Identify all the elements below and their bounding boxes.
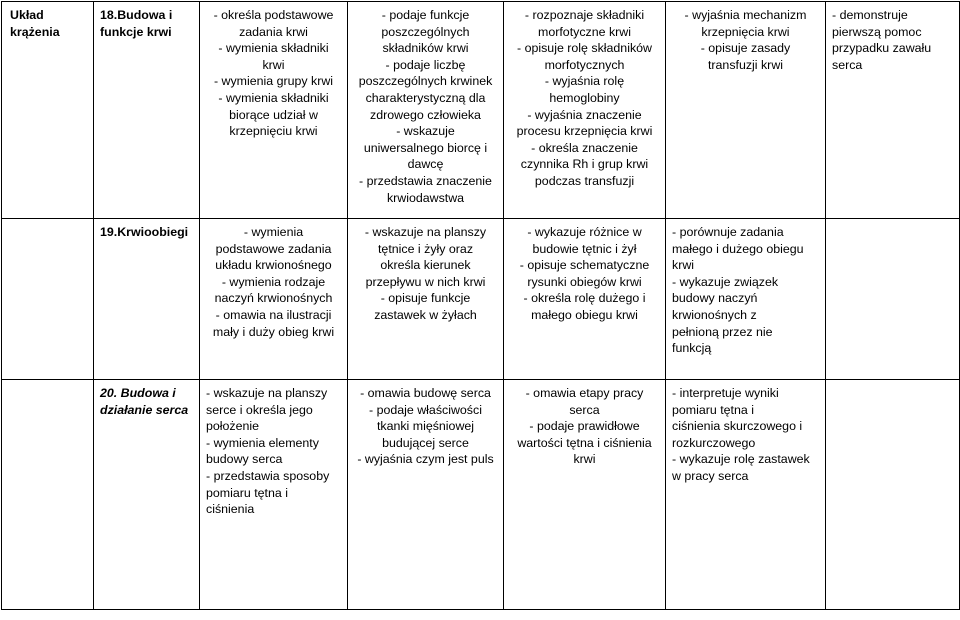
- table-row: [2, 2, 960, 219]
- requirement-line: - porównuje zadania: [672, 225, 784, 239]
- requirement-line: - wskazuje na planszy: [364, 225, 487, 239]
- requirement-line: podczas transfuzji: [534, 173, 635, 188]
- requirement-line: - podaje prawidłowe: [529, 419, 640, 434]
- requirement-line: - omawia budowę serca: [360, 386, 491, 400]
- requirement-line: - określa znaczenie: [531, 140, 638, 155]
- requirement-line: hemoglobiny: [549, 90, 620, 105]
- requirement-line: - opisuje zasady: [700, 41, 791, 56]
- requirement-line: - wymienia składniki: [218, 90, 329, 105]
- requirement-cell: [826, 219, 960, 380]
- table-row: [2, 380, 960, 610]
- requirement-line: przepływu w nich krwi: [365, 274, 486, 289]
- requirement-line: transfuzji krwi: [707, 57, 784, 72]
- requirement-line: krzepnięcia krwi: [701, 24, 790, 39]
- curriculum-table: [1, 1, 960, 610]
- requirement-line: pełnioną przez nie: [672, 324, 773, 339]
- requirement-line: - wymienia grupy krwi: [213, 74, 334, 89]
- requirement-cell: [348, 2, 504, 219]
- requirement-list: [354, 7, 497, 206]
- requirement-line: - opisuje funkcje: [380, 291, 471, 306]
- requirement-line: poszczególnych: [381, 24, 470, 39]
- requirement-line: serca: [569, 402, 600, 417]
- section-label: Układ krążenia: [10, 8, 60, 39]
- requirement-line: rysunki obiegów krwi: [527, 274, 642, 289]
- requirement-line: mały i duży obieg krwi: [212, 324, 335, 339]
- requirement-cell: [348, 219, 504, 380]
- requirement-line: uniwersalnego biorcę i: [363, 140, 488, 155]
- requirement-line: funkcją: [672, 341, 712, 356]
- requirement-line: w pracy serca: [672, 468, 749, 483]
- requirement-line: składników krwi: [382, 41, 469, 56]
- topic-label: 18.Budowa i funkcje krwi: [100, 8, 173, 39]
- requirement-line: - wymienia składniki: [218, 41, 329, 56]
- requirement-line: małego obiegu krwi: [531, 307, 638, 322]
- requirement-line: biorące udział w: [229, 107, 318, 122]
- requirement-line: pierwszą pomoc: [832, 24, 922, 39]
- requirement-list: [672, 7, 819, 73]
- requirement-line: pomiaru tętna i: [672, 402, 754, 417]
- requirement-line: - wymienia: [243, 225, 304, 239]
- requirement-line: - wyjaśnia znaczenie: [527, 107, 642, 122]
- requirement-line: - wyjaśnia rolę: [544, 74, 625, 89]
- requirement-line: - podaje liczbę: [385, 57, 466, 72]
- requirement-line: określa kierunek: [380, 258, 471, 273]
- requirement-line: procesu krzepnięcia krwi: [516, 124, 653, 139]
- requirement-line: ciśnienia: [206, 502, 255, 517]
- requirement-line: - demonstruje: [832, 8, 908, 22]
- requirement-cell: [826, 380, 960, 610]
- requirement-line: małego i dużego obiegu: [672, 241, 804, 256]
- requirement-line: układu krwionośnego: [215, 258, 332, 273]
- requirement-line: budowy naczyń: [672, 291, 758, 306]
- requirement-line: krwionośnych z: [672, 307, 757, 322]
- requirement-line: serce i określa jego: [206, 402, 313, 417]
- requirement-line: - podaje funkcje: [381, 8, 470, 22]
- requirement-line: zastawek w żyłach: [374, 307, 477, 322]
- requirement-line: - podaje właściwości: [369, 402, 482, 417]
- requirement-line: podstawowe zadania: [215, 241, 332, 256]
- requirement-line: pomiaru tętna i: [206, 485, 288, 500]
- requirement-line: przypadku zawału: [832, 41, 932, 56]
- requirement-line: - określa rolę dużego i: [523, 291, 646, 306]
- requirement-line: budowy serca: [206, 452, 283, 467]
- topic-cell: [94, 380, 200, 610]
- requirement-line: morfotyczne krwi: [538, 24, 631, 39]
- requirement-line: - wykazuje związek: [672, 274, 779, 289]
- requirement-line: poszczególnych krwinek: [358, 74, 493, 89]
- requirement-list: [510, 224, 659, 324]
- requirement-line: położenie: [206, 419, 260, 434]
- requirement-cell: [504, 2, 666, 219]
- requirement-cell: [200, 219, 348, 380]
- requirement-cell: [504, 380, 666, 610]
- requirement-list: [206, 7, 341, 140]
- requirement-cell: [666, 219, 826, 380]
- requirement-line: krzepnięciu krwi: [229, 124, 318, 139]
- requirement-line: charakterystyczną dla: [365, 90, 486, 105]
- table-row: [2, 219, 960, 380]
- requirement-line: morfotycznych: [544, 57, 625, 72]
- requirement-list: [832, 7, 953, 73]
- topic-label: 19.Krwioobiegi: [100, 225, 189, 239]
- requirement-list: [354, 224, 497, 324]
- requirement-line: budowie tętnic i żył: [532, 241, 637, 256]
- requirement-line: wartości tętna i ciśnienia: [517, 435, 652, 450]
- requirement-line: - wyjaśnia czym jest puls: [357, 452, 494, 467]
- requirement-cell: [504, 219, 666, 380]
- requirement-cell: [348, 380, 504, 610]
- topic-cell: [94, 2, 200, 219]
- requirement-line: krwiodawstwa: [386, 190, 465, 205]
- requirement-cell: [666, 380, 826, 610]
- requirement-line: - przedstawia znaczenie: [359, 173, 492, 188]
- topic-cell: [94, 219, 200, 380]
- requirement-list: [206, 224, 341, 340]
- requirement-line: krwi: [262, 57, 285, 72]
- requirement-line: - interpretuje wyniki: [672, 386, 779, 400]
- requirement-line: - wymienia elementy: [206, 435, 319, 450]
- requirement-list: [206, 385, 341, 518]
- requirement-line: krwi: [672, 258, 695, 273]
- requirement-line: - opisuje rolę składników: [517, 41, 652, 56]
- requirement-line: naczyń krwionośnych: [214, 291, 333, 306]
- requirement-line: dawcę: [407, 157, 444, 172]
- requirement-line: - wskazuje na planszy: [206, 386, 328, 400]
- requirement-cell: [666, 2, 826, 219]
- requirement-line: rozkurczowego: [672, 435, 756, 450]
- requirement-line: - rozpoznaje składniki: [524, 8, 645, 22]
- requirement-line: - wyjaśnia mechanizm: [684, 8, 807, 22]
- requirement-line: - wymienia rodzaje: [221, 274, 326, 289]
- requirement-line: - opisuje schematyczne: [519, 258, 650, 273]
- requirement-list: [510, 385, 659, 468]
- requirement-line: - wykazuje różnice w: [527, 225, 642, 239]
- requirement-list: [672, 385, 819, 485]
- section-cell: [2, 2, 94, 219]
- requirement-line: ciśnienia skurczowego i: [672, 419, 803, 434]
- requirement-line: - omawia na ilustracji: [215, 307, 332, 322]
- topic-label: 20. Budowa i działanie serca: [100, 386, 189, 417]
- requirement-line: - przedstawia sposoby: [206, 468, 330, 483]
- requirement-line: zadania krwi: [239, 24, 308, 39]
- requirement-line: tętnice i żyły oraz: [377, 241, 474, 256]
- requirement-list: [354, 385, 497, 468]
- section-cell: [2, 219, 94, 380]
- requirement-line: - omawia etapy pracy: [525, 386, 644, 400]
- requirement-cell: [200, 380, 348, 610]
- requirement-cell: [200, 2, 348, 219]
- requirement-line: - określa podstawowe: [213, 8, 334, 22]
- requirement-line: serca: [832, 57, 863, 72]
- requirement-line: - wskazuje: [396, 124, 455, 139]
- requirement-line: - wykazuje rolę zastawek: [672, 452, 810, 467]
- section-cell: [2, 380, 94, 610]
- requirement-line: budującej serce: [382, 435, 469, 450]
- requirement-line: krwi: [573, 452, 596, 467]
- requirement-list: [672, 224, 819, 357]
- requirement-list: [510, 7, 659, 190]
- requirement-line: zdrowego człowieka: [370, 107, 481, 122]
- requirement-line: tkanki mięśniowej: [376, 419, 475, 434]
- requirement-cell: [826, 2, 960, 219]
- requirement-line: czynnika Rh i grup krwi: [520, 157, 649, 172]
